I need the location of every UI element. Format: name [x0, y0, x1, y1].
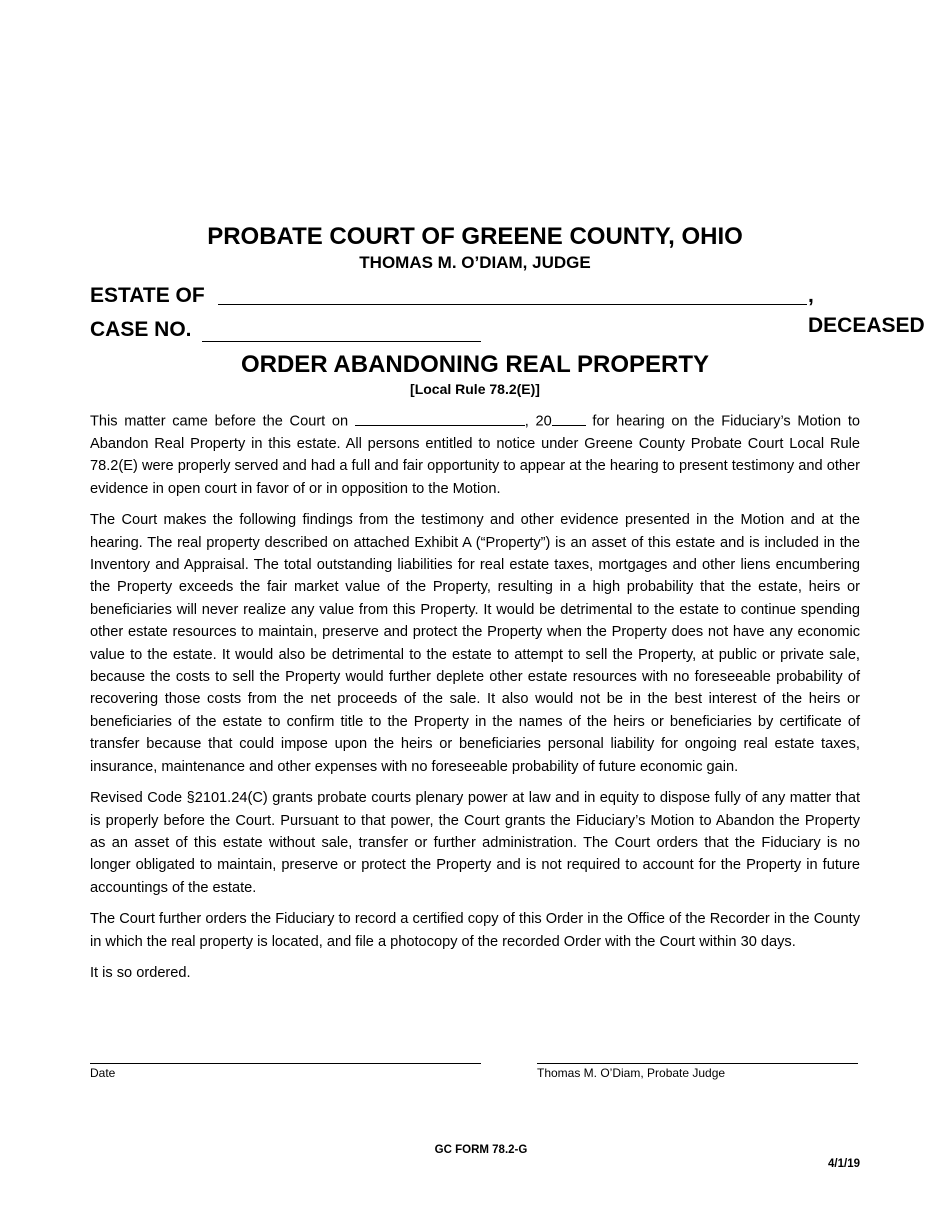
paragraph-text: This matter came before the Court on — [90, 413, 355, 430]
paragraph-text: , 20 — [524, 413, 552, 430]
paragraph-hearing — [90, 410, 860, 500]
paragraph-findings: The Court makes the following findings from the testimony and other evidence presented in the Motion and at the hearing. The real property described on attached Exhibit A (“Property”) is an asset of this estate and is included in the Inventory and Appraisal. The total outstanding liabilities for real estate taxes, mortgages and other liens encumbering the Property exceeds the fair market value of the Property, resulting in a high probability that the estate, heirs or beneficiaries will never realize any value from this Property. It would be detrimental to the estate to continue spending other estate resources to maintain, preserve and protect the Property when the Property does not have any economic value to the estate. It would also be detrimental to the estate to attempt to sell the Property, at public or private sale, because the costs to sell the Property would further deplete other estate resources with no foreseeable probability of recovering those costs from the net proceeds of the sale. It also would not be in the best interest of the heirs or beneficiaries of the estate to confirm title to the Property in the names of the heirs or beneficiaries by certificate of transfer because that could impose upon the heirs or beneficiaries personal liability for ongoing real estate taxes, insurance, maintenance and other expenses with no foreseeable probability of future economic gain. — [90, 512, 860, 775]
paragraph-so-ordered: It is so ordered. — [90, 964, 191, 981]
case-row — [90, 315, 490, 345]
estate-name-field[interactable] — [218, 304, 807, 305]
judge-signature-line[interactable] — [537, 1063, 858, 1064]
paragraph-text: for hearing on the Fiduciary’s Motion to Abandon Real Property in this estate. All persons entitled to notice under Greene County Probate Court Local Rule 78.2(E) were properly served and had a full and fair opportunity to appear at the hearing to present testimony and other evidence in open court in favor of or in opposition to the Motion. — [90, 413, 860, 497]
order-title: ORDER ABANDONING REAL PROPERTY — [240, 351, 710, 378]
order-body — [90, 410, 860, 993]
date-label: Date — [90, 1066, 116, 1080]
form-number: GC FORM 78.2-G — [434, 1144, 528, 1156]
hearing-date-field[interactable] — [355, 410, 525, 426]
paragraph-order: Revised Code §2101.24(C) grants probate courts plenary power at law and in equity to dispose fully of any matter that is properly before the Court. Pursuant to that power, the Court grants the Fiduciary’s Motion to Abandon the Property as an asset of this estate without sale, transfer or further administration. The Court orders that the Fiduciary is no longer obligated to maintain, preserve or protect the Property and is not required to account for the Property in future accountings of the estate. — [90, 790, 860, 896]
case-label: CASE NO. — [90, 318, 192, 341]
hearing-year-field[interactable] — [552, 410, 586, 426]
revision-date: 4/1/19 — [828, 1158, 860, 1170]
court-name: PROBATE COURT OF GREENE COUNTY, OHIO — [207, 223, 743, 250]
deceased-label: , DECEASED — [808, 284, 925, 337]
case-number-field[interactable] — [202, 341, 481, 342]
paragraph-recording: The Court further orders the Fiduciary to record a certified copy of this Order in the Office of the Recorder in the County in which the real property is located, and file a photocopy of the recorded Order with the Court within 30 days. — [90, 911, 860, 950]
judge-name: THOMAS M. O’DIAM, JUDGE — [359, 253, 591, 272]
local-rule: [Local Rule 78.2(E)] — [410, 381, 540, 397]
date-signature-line[interactable] — [90, 1063, 481, 1064]
estate-label: ESTATE OF — [90, 284, 205, 307]
judge-signature-label: Thomas M. O’Diam, Probate Judge — [537, 1066, 726, 1080]
